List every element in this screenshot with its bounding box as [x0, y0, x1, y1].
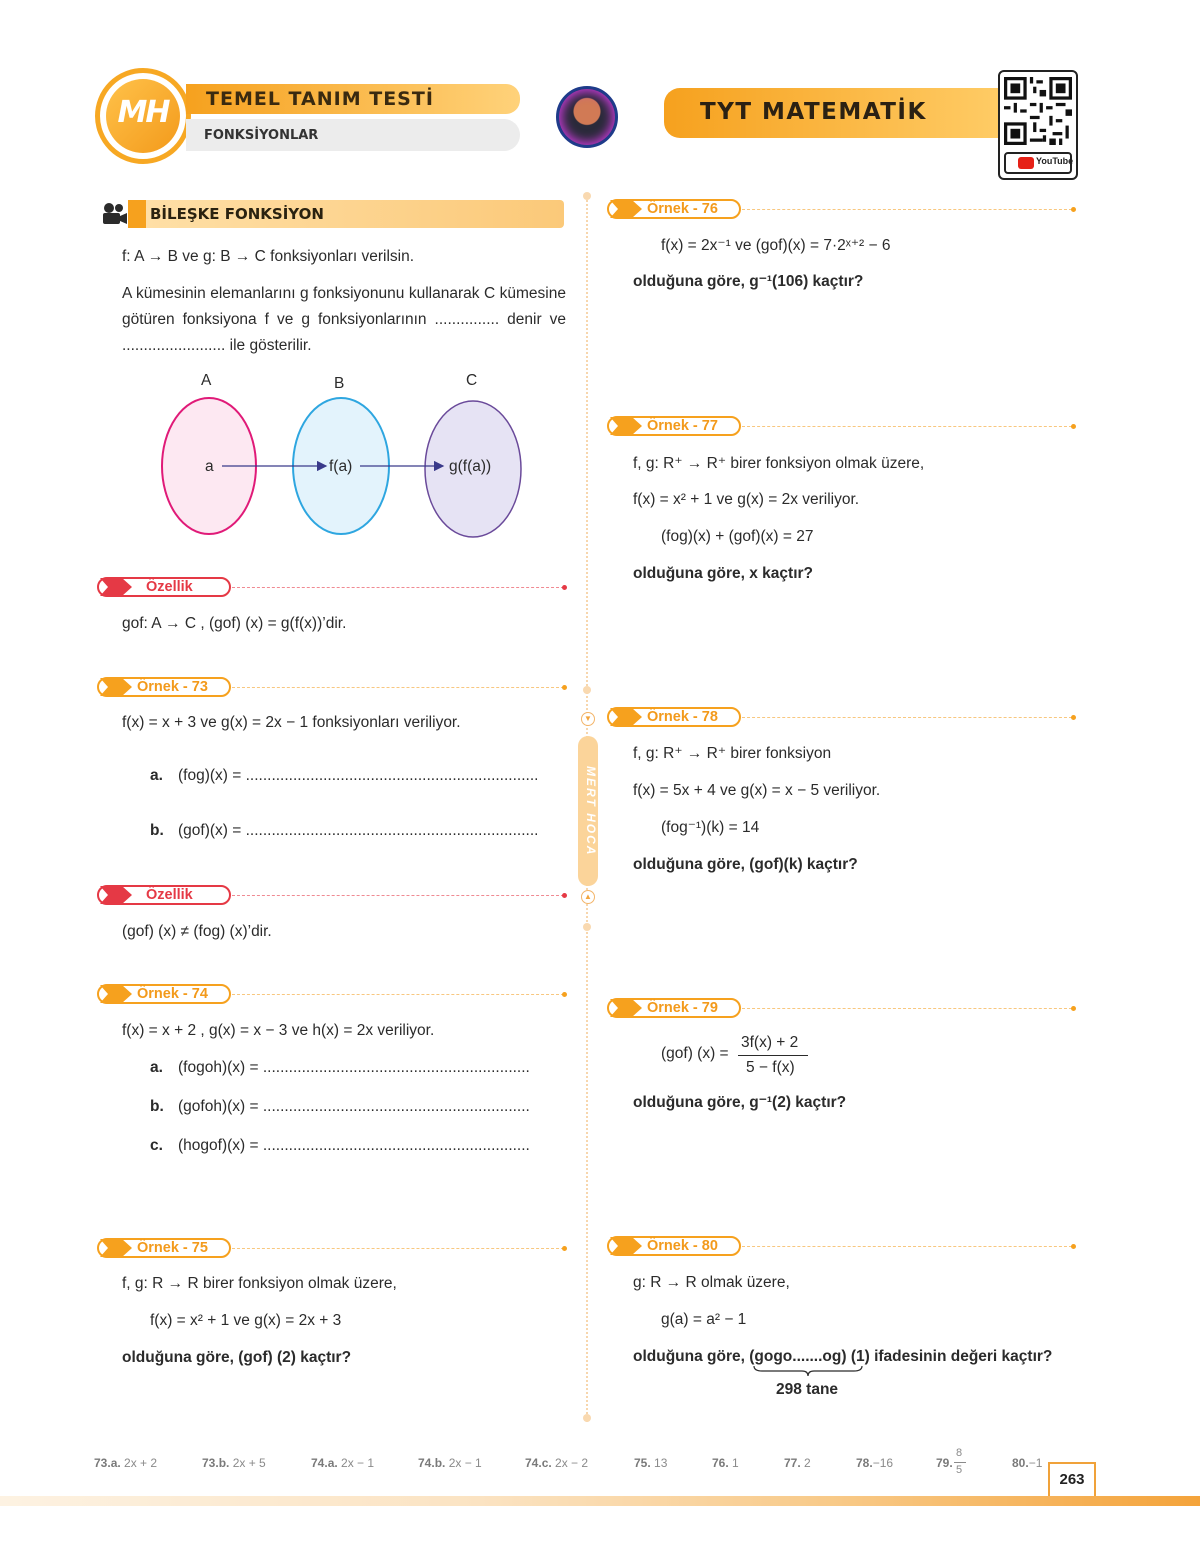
- ornek-75-question: olduğuna göre, (gof) (2) kaçtır?: [122, 1349, 352, 1366]
- section-title: BİLEŞKE FONKSİYON: [150, 205, 324, 223]
- ornek-73-label: Örnek - 73: [137, 679, 208, 695]
- ornek-77-label: Örnek - 77: [647, 418, 718, 434]
- ornek-79-question: olduğuna göre, g⁻¹(2) kaçtır?: [633, 1094, 847, 1111]
- answer-79-bar: [954, 1462, 966, 1463]
- tag-arrow-icon: [98, 1237, 138, 1259]
- ornek-78-question: olduğuna göre, (gof)(k) kaçtır?: [633, 856, 858, 873]
- tag-dash: [232, 687, 564, 688]
- answer-77: 77. 2: [784, 1456, 811, 1470]
- answer-78: 78.−16: [856, 1456, 894, 1470]
- footer-bar: [0, 1496, 1200, 1506]
- answer-80: 80.−1: [1012, 1456, 1043, 1470]
- part-b-label: b.: [150, 822, 164, 839]
- logo-text: MH: [117, 95, 169, 130]
- tag-dash: [232, 1248, 564, 1249]
- answer-74c: 74.c. 2x − 2: [525, 1456, 589, 1470]
- divider-dot: [583, 192, 591, 200]
- tag-dash: [742, 717, 1072, 718]
- ozellik1-text: gof: A → C , (gof) (x) = g(f(x))’dir.: [122, 615, 347, 632]
- tag-arrow-icon: [98, 983, 138, 1005]
- part-b-label: b.: [150, 1098, 164, 1115]
- tag-arrow-icon: [98, 676, 138, 698]
- tag-arrow-icon: [608, 198, 648, 220]
- ornek-80-question: olduğuna göre, (gogo.......og) (1) ifadesinin değeri kaçtır?: [633, 1348, 1053, 1365]
- tag-dot: [1071, 1006, 1076, 1011]
- tag-dot: [1071, 207, 1076, 212]
- qr-code-icon[interactable]: [1004, 77, 1072, 145]
- chevron-up-icon: ▲: [581, 890, 595, 904]
- set-c-label: C: [466, 372, 478, 389]
- answer-79-numerator: 8: [956, 1447, 963, 1459]
- answer-74b: 74.b. 2x − 1: [418, 1456, 482, 1470]
- part-b-text: (gofoh)(x) = ..............................................................: [178, 1098, 530, 1115]
- tag-dot: [1071, 715, 1076, 720]
- brace-label: 298 tane: [776, 1381, 839, 1398]
- ornek-77-question: olduğuna göre, x kaçtır?: [633, 565, 813, 582]
- ornek-74-label: Örnek - 74: [137, 986, 208, 1002]
- tag-dash: [232, 994, 564, 995]
- tag-arrow-icon: [608, 415, 648, 437]
- tag-dash: [742, 209, 1072, 210]
- ornek-75-line1: f, g: R → R birer fonksiyon olmak üzere,: [122, 1275, 397, 1292]
- ornek-76-line1: f(x) = 2x⁻¹ ve (gof)(x) = 7·2ˣ⁺² − 6: [661, 237, 891, 254]
- ornek-77-line3: (fog)(x) + (gof)(x) = 27: [661, 528, 814, 545]
- fraction-bar: [738, 1055, 808, 1056]
- set-a-label: A: [201, 372, 212, 389]
- tag-dot: [1071, 424, 1076, 429]
- intro-text: f: A → B ve g: B → C fonksiyonları verilsin.: [122, 248, 415, 265]
- tag-arrow-icon: [98, 884, 138, 906]
- element-a: a: [205, 458, 214, 475]
- part-a-label: a.: [150, 1059, 163, 1076]
- tag-dash: [742, 1246, 1072, 1247]
- topic-subtitle: FONKSİYONLAR: [204, 128, 319, 143]
- ornek-74-question: f(x) = x + 2 , g(x) = x − 3 ve h(x) = 2x veriliyor.: [122, 1022, 435, 1039]
- answer-73a: 73.a. 2x + 2: [94, 1456, 158, 1470]
- page-number: 263: [1048, 1462, 1096, 1496]
- tag-arrow-icon: [608, 997, 648, 1019]
- element-fa: f(a): [329, 458, 353, 475]
- video-camera-icon: [100, 201, 128, 227]
- tag-arrow-icon: [608, 1235, 648, 1257]
- fraction-denominator: 5 − f(x): [746, 1059, 795, 1076]
- tag-dash: [232, 895, 564, 896]
- ornek-78-line3: (fog⁻¹)(k) = 14: [661, 819, 760, 836]
- ornek-80-label: Örnek - 80: [647, 1238, 718, 1254]
- side-banner-text: MERT HOCA: [584, 765, 598, 857]
- ornek-78-line1: f, g: R⁺ → R⁺ birer fonksiyon: [633, 745, 832, 762]
- youtube-icon: [1018, 157, 1034, 169]
- avatar-glow: [559, 89, 615, 145]
- tag-dot: [562, 893, 567, 898]
- tag-dot: [1071, 1244, 1076, 1249]
- youtube-label: YouTube: [1036, 156, 1074, 166]
- part-a-text: (fog)(x) = ....................................................................: [178, 767, 539, 784]
- divider-dot: [583, 923, 591, 931]
- fraction-numerator: 3f(x) + 2: [741, 1034, 799, 1051]
- ornek-78-label: Örnek - 78: [647, 709, 718, 725]
- ornek-76-label: Örnek - 76: [647, 201, 718, 217]
- ornek-78-line2: f(x) = 5x + 4 ve g(x) = x − 5 veriliyor.: [633, 782, 881, 799]
- ornek-75-label: Örnek - 75: [137, 1240, 208, 1256]
- ornek-80-line2: g(a) = a² − 1: [661, 1311, 747, 1328]
- part-c-label: c.: [150, 1137, 163, 1154]
- ornek-77-line2: f(x) = x² + 1 ve g(x) = 2x veriliyor.: [633, 491, 860, 508]
- answer-76: 76. 1: [712, 1456, 739, 1470]
- element-gfa: g(f(a)): [449, 458, 492, 475]
- ornek-75-line2: f(x) = x² + 1 ve g(x) = 2x + 3: [150, 1312, 342, 1329]
- part-b-text: (gof)(x) = ....................................................................: [178, 822, 539, 839]
- part-a-label: a.: [150, 767, 163, 784]
- tag-arrow-icon: [98, 576, 138, 598]
- chevron-down-icon: ▼: [581, 712, 595, 726]
- ornek-73-question: f(x) = x + 3 ve g(x) = 2x − 1 fonksiyonları veriliyor.: [122, 714, 461, 731]
- tag-dot: [562, 585, 567, 590]
- composition-diagram: [150, 368, 540, 540]
- section-accent: [128, 200, 146, 228]
- definition-text: A kümesinin elemanlarını g fonksiyonunu kullanarak C kümesine götüren fonksiyona f ve g fonksiyonlarının ............... denir ve ........................ ile gösterilir.: [122, 285, 566, 354]
- tag-dash: [742, 1008, 1072, 1009]
- ornek-76-question: olduğuna göre, g⁻¹(106) kaçtır?: [633, 273, 864, 290]
- answer-73b: 73.b. 2x + 5: [202, 1456, 266, 1470]
- ornek-80-line1: g: R → R olmak üzere,: [633, 1274, 790, 1291]
- tag-dot: [562, 1246, 567, 1251]
- divider-dot: [583, 686, 591, 694]
- test-title: TEMEL TANIM TESTİ: [206, 88, 434, 110]
- tag-arrow-icon: [608, 706, 648, 728]
- answer-79-denominator: 5: [956, 1464, 963, 1476]
- ornek-79-label: Örnek - 79: [647, 1000, 718, 1016]
- divider-dot: [583, 1414, 591, 1422]
- ornek-79-lhs: (gof) (x) =: [661, 1045, 729, 1062]
- ozellik-label: Özellik: [146, 887, 193, 903]
- part-c-text: (hogof)(x) = ..............................................................: [178, 1137, 530, 1154]
- tag-dash: [742, 426, 1072, 427]
- answer-75: 75. 13: [634, 1456, 668, 1470]
- tag-dot: [562, 992, 567, 997]
- ozellik-label: Özellik: [146, 579, 193, 595]
- set-b-label: B: [334, 375, 345, 392]
- tag-dot: [562, 685, 567, 690]
- answer-79: 79.: [936, 1456, 953, 1470]
- ornek-77-line1: f, g: R⁺ → R⁺ birer fonksiyon olmak üzere,: [633, 455, 925, 472]
- ozellik2-text: (gof) (x) ≠ (fog) (x)’dir.: [122, 923, 272, 940]
- course-title: TYT MATEMATİK: [700, 99, 927, 125]
- tag-dash: [232, 587, 564, 588]
- answer-74a: 74.a. 2x − 1: [311, 1456, 375, 1470]
- underbrace: [752, 1364, 864, 1378]
- part-a-text: (fogoh)(x) = ..............................................................: [178, 1059, 530, 1076]
